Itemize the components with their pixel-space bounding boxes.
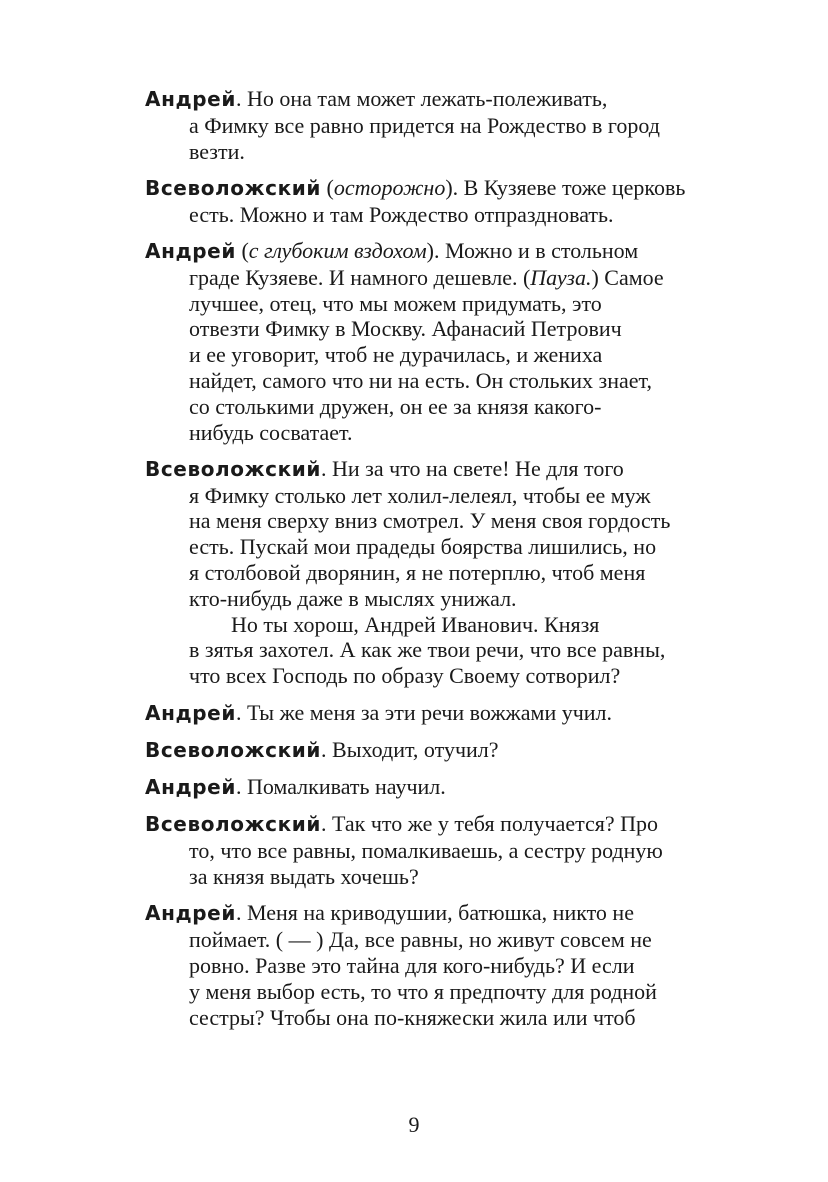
speech-line: [145, 612, 725, 638]
speech-line: [145, 265, 725, 291]
speech-line: [145, 663, 725, 689]
speech-line: [145, 979, 725, 1005]
speech-text: и ее уговорит, чтоб не дурачилась, и жениха: [189, 342, 603, 368]
dialogue-entry: [145, 774, 725, 801]
speaker-name: Андрей: [145, 901, 236, 926]
stage-direction: Пауза.: [530, 264, 592, 290]
speech-text: . Помалкивать научил.: [235, 774, 446, 800]
speech-line: [145, 927, 725, 953]
speech-text: за князя выдать хочешь?: [189, 864, 419, 890]
speech-text: . Так что же у тебя получается? Про: [321, 811, 659, 837]
stage-direction: с глубоким вздохом: [248, 237, 427, 263]
speech-line: [145, 368, 725, 394]
speech-line: [145, 316, 725, 342]
speech-first-line: [145, 456, 725, 483]
speech-text: граде Кузяеве. И намного дешевле. (: [189, 264, 531, 290]
speech-text: я столбовой дворянин, я не потерплю, чтоб меня: [189, 560, 646, 586]
speaker-name: Всеволожский: [145, 175, 322, 200]
speech-text: то, что все равны, помалкиваешь, а сестру родную: [189, 838, 663, 864]
speech-text: кто-нибудь даже в мыслях унижал.: [189, 585, 517, 611]
speech-text: в зятья захотел. А как же твои речи, что все равны,: [189, 637, 666, 663]
speech-text: на меня сверху вниз смотрел. У меня своя гордость: [189, 508, 671, 534]
speech-line: [145, 586, 725, 612]
page-number: 9: [408, 1112, 420, 1137]
dialogue-entry: [145, 811, 725, 889]
speech-line: [145, 560, 725, 586]
speaker-name: Всеволожский: [145, 456, 322, 481]
speaker-name: Андрей: [145, 775, 236, 800]
speech-text: отвезти Фимку в Москву. Афанасий Петрович: [189, 316, 622, 342]
dialogue-entry: [145, 900, 725, 1030]
dialogue-entry: [145, 456, 725, 689]
speech-text: поймает. ( — ) Да, все равны, но живут совсем не: [189, 927, 652, 953]
speech-text: у меня выбор есть, то что я предпочту для родной: [189, 978, 657, 1004]
speech-text: есть. Пускай мои прадеды боярства лишились, но: [189, 534, 657, 560]
speech-text: ) Самое: [591, 264, 664, 290]
speech-text: что всех Господь по образу Своему сотворил?: [189, 663, 621, 689]
stage-direction: осторожно: [333, 174, 446, 200]
speech-text: . Ни за что на свете! Не для того: [321, 455, 624, 481]
speech-line: [145, 394, 725, 420]
speech-text: ровно. Разве это тайна для кого-нибудь? И если: [189, 952, 635, 978]
speech-line: [145, 483, 725, 509]
speech-text: найдет, самого что ни на есть. Он стольких знает,: [189, 367, 653, 393]
speech-line: [145, 291, 725, 317]
speaker-name: Андрей: [145, 700, 236, 725]
speech-line: [145, 420, 725, 446]
speech-text: а Фимку все равно придется на Рождество в город: [189, 112, 660, 138]
speech-line: [145, 838, 725, 864]
speech-line: [145, 342, 725, 368]
speech-text: ). Можно и в стольном: [426, 237, 639, 263]
speaker-name: Всеволожский: [145, 737, 322, 762]
speech-first-line: [145, 700, 725, 727]
speech-text: сестры? Чтобы она по-княжески жила или чтоб: [189, 1004, 636, 1030]
speech-first-line: [145, 900, 725, 927]
speech-first-line: [145, 774, 725, 801]
speech-first-line: [145, 238, 725, 265]
speech-text: . Но она там может лежать-полеживать,: [235, 86, 608, 111]
dialogue-entry: [145, 86, 725, 164]
speech-line: [145, 864, 725, 890]
speech-first-line: [145, 86, 725, 113]
speech-line: [145, 113, 725, 139]
speech-text: я Фимку столько лет холил-лелеял, чтобы ее муж: [189, 482, 651, 508]
dialogue-entry: [145, 700, 725, 727]
speech-line: [145, 1005, 725, 1031]
speech-line: [145, 637, 725, 663]
speech-first-line: [145, 175, 725, 202]
speech-text: (: [235, 237, 249, 263]
speaker-name: Андрей: [145, 238, 236, 263]
speech-line: [145, 534, 725, 560]
speech-text: . Выходит, отучил?: [321, 736, 499, 762]
speech-line: [145, 202, 725, 228]
speech-text: (: [321, 174, 334, 200]
dialogue-entry: [145, 238, 725, 445]
speech-line: [145, 139, 725, 165]
speaker-name: Андрей: [145, 87, 236, 111]
speech-text: нибудь сосватает.: [189, 419, 353, 445]
speech-first-line: [145, 737, 725, 764]
dialogue-entry: [145, 175, 725, 228]
speech-text: есть. Можно и там Рождество отпраздновать.: [189, 201, 614, 227]
play-text: [145, 86, 725, 1041]
speech-line: [145, 508, 725, 534]
speech-text: со столькими дружен, он ее за князя какого-: [189, 393, 602, 419]
speech-text: везти.: [189, 138, 245, 164]
dialogue-entry: [145, 737, 725, 764]
speech-line: [145, 953, 725, 979]
speech-text: . Меня на криводушии, батюшка, никто не: [235, 900, 634, 926]
speech-text: . Ты же меня за эти речи вожжами учил.: [235, 699, 613, 725]
speech-text: Но ты хорош, Андрей Иванович. Князя: [231, 611, 600, 637]
speech-text: ). В Кузяеве тоже церковь: [445, 174, 686, 200]
speaker-name: Всеволожский: [145, 812, 322, 837]
speech-text: лучшее, отец, что мы можем придумать, это: [189, 290, 602, 316]
speech-first-line: [145, 811, 725, 838]
